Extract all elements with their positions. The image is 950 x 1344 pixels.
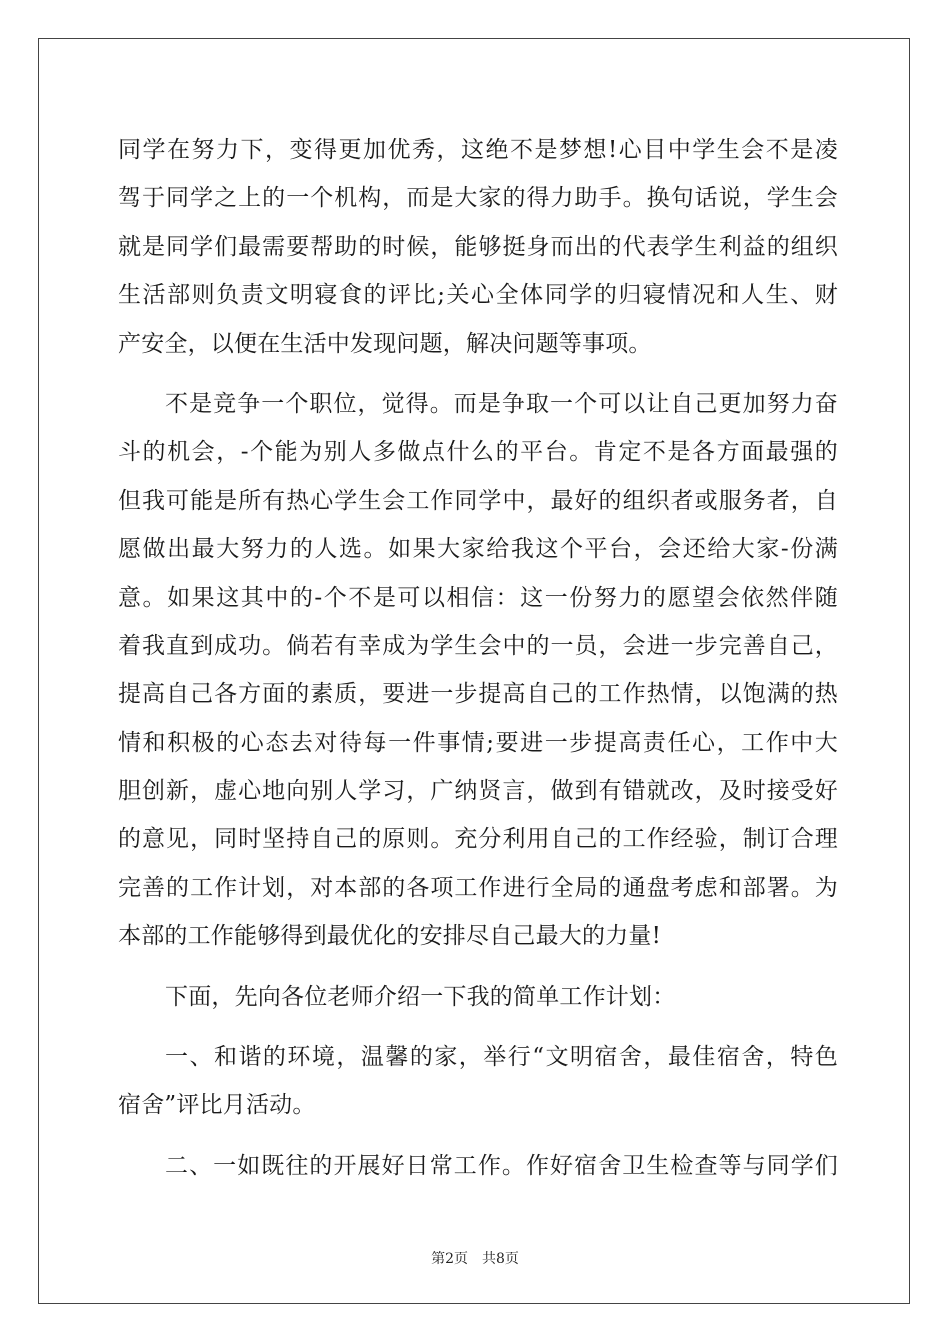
text-line: 同学在努力下，变得更加优秀，这绝不是梦想!心目中学生会不是凌: [118, 137, 838, 163]
text-line: 意。如果这其中的-个不是可以相信：这一份努力的愿望会依然伴随: [118, 584, 838, 611]
text-line: 一、和谐的环境，温馨的家，举行“文明宿舍，最佳宿舍，特色: [165, 1044, 838, 1071]
text-line: 产安全，以便在生活中发现问题，解决问题等事项。: [118, 330, 652, 357]
text-line: 提高自己各方面的素质，要进一步提高自己的工作热情，以饱满的热: [118, 681, 838, 708]
text-line: 下面，先向各位老师介绍一下我的简单工作计划：: [165, 983, 676, 1010]
text-line: 完善的工作计划，对本部的各项工作进行全局的通盘考虑和部署。为: [118, 874, 838, 901]
text-line: 的意见，同时坚持自己的原则。充分利用自己的工作经验，制订合理: [118, 826, 838, 853]
document-body: [118, 126, 838, 1190]
text-line: 情和积极的心态去对待每一件事情;要进一步提高责任心，工作中大: [118, 729, 838, 756]
text-line: 胆创新，虚心地向别人学习，广纳贤言，做到有错就改，及时接受好: [118, 778, 838, 805]
page-number: 第2页 共8页: [431, 1251, 519, 1267]
text-line: 二、一如既往的开展好日常工作。作好宿舍卫生检查等与同学们: [165, 1152, 838, 1179]
text-line: 本部的工作能够得到最优化的安排尽自己最大的力量!: [118, 923, 662, 950]
text-line: 斗的机会，-个能为别人多做点什么的平台。肯定不是各方面最强的: [118, 439, 838, 466]
text-line: 宿舍”评比月活动。: [118, 1092, 316, 1119]
text-line: 着我直到成功。倘若有幸成为学生会中的一员，会进一步完善自己，: [118, 632, 838, 659]
text-line: 不是竞争一个职位，觉得。而是争取一个可以让自己更加努力奋: [165, 390, 838, 417]
paragraph-5: [118, 1142, 838, 1190]
paragraph-3: [118, 973, 838, 1021]
paragraph-2: [118, 380, 838, 961]
paragraph-1: [118, 126, 838, 368]
paragraph-4: [118, 1033, 838, 1130]
text-line: 驾于同学之上的一个机构，而是大家的得力助手。换句话说，学生会: [118, 185, 838, 212]
text-line: 愿做出最大努力的人选。如果大家给我这个平台，会还给大家-份满: [118, 536, 838, 563]
text-line: 生活部则负责文明寝食的评比;关心全体同学的归寝情况和人生、财: [118, 282, 838, 309]
text-line: 但我可能是所有热心学生会工作同学中，最好的组织者或服务者，自: [118, 487, 838, 514]
text-line: 就是同学们最需要帮助的时候，能够挺身而出的代表学生利益的组织: [118, 233, 838, 260]
